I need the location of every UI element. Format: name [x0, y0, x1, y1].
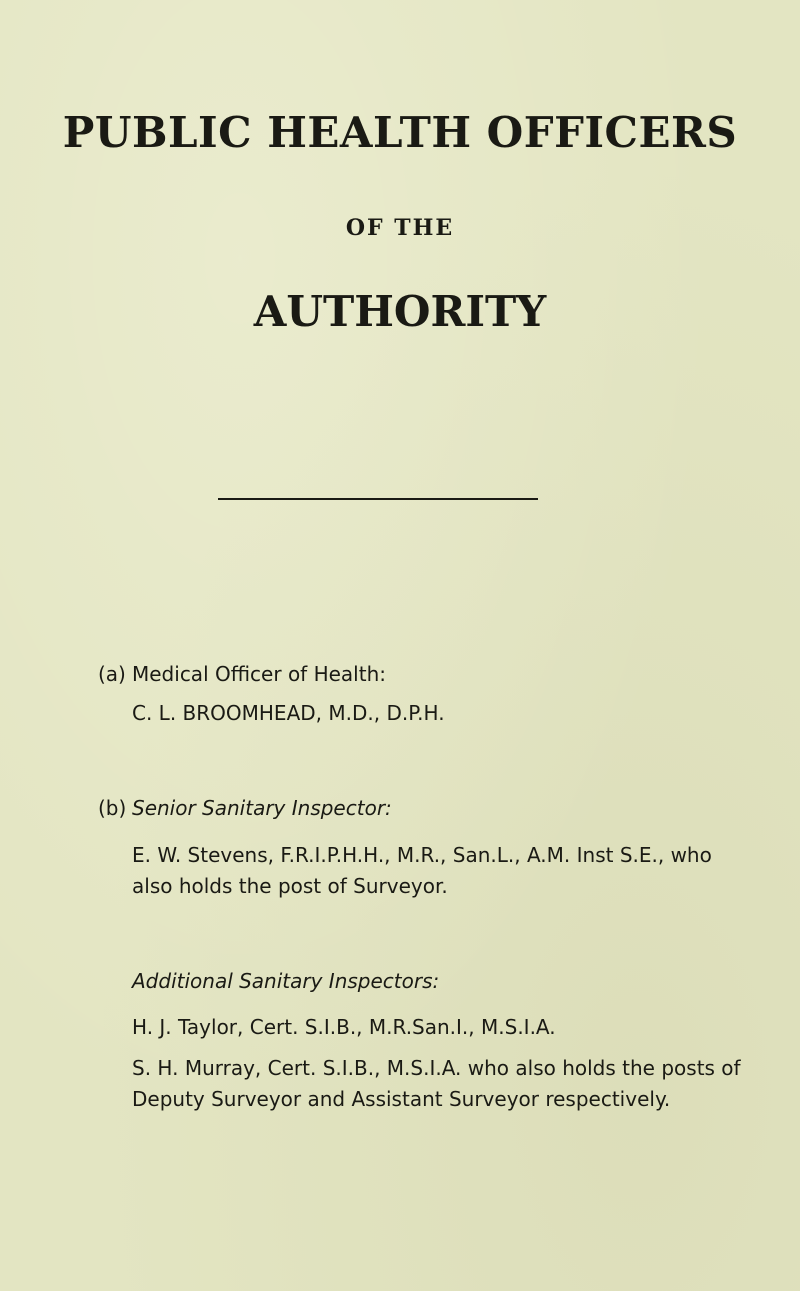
horizontal-divider — [218, 498, 538, 500]
section-b-officer-line-1: E. W. Stevens, F.R.I.P.H.H., M.R., San.L., A.M. Inst S.E., who — [132, 843, 712, 867]
section-a-role: Medical Officer of Health: — [132, 662, 386, 686]
section-b-officer-line-2: also holds the post of Surveyor. — [132, 874, 448, 898]
section-a-heading — [98, 662, 386, 686]
additional-inspector-2-line-1: S. H. Murray, Cert. S.I.B., M.S.I.A. who also holds the posts of — [132, 1056, 741, 1080]
section-b-marker: (b) — [98, 796, 127, 820]
section-a-officer-name: C. L. BROOMHEAD, M.D., D.P.H. — [132, 701, 445, 725]
additional-inspector-1: H. J. Taylor, Cert. S.I.B., M.R.San.I., M.S.I.A. — [132, 1015, 556, 1039]
title-authority: AUTHORITY — [253, 287, 547, 336]
page-title: PUBLIC HEALTH OFFICERS — [62, 108, 738, 157]
section-b-role: Senior Sanitary Inspector: — [132, 796, 392, 820]
section-b-heading — [98, 796, 392, 820]
title-connector: OF THE — [345, 215, 455, 241]
additional-inspectors-heading: Additional Sanitary Inspectors: — [132, 969, 440, 993]
section-a-marker: (a) — [98, 662, 126, 686]
additional-inspector-2-line-2: Deputy Surveyor and Assistant Surveyor respectively. — [132, 1087, 671, 1111]
